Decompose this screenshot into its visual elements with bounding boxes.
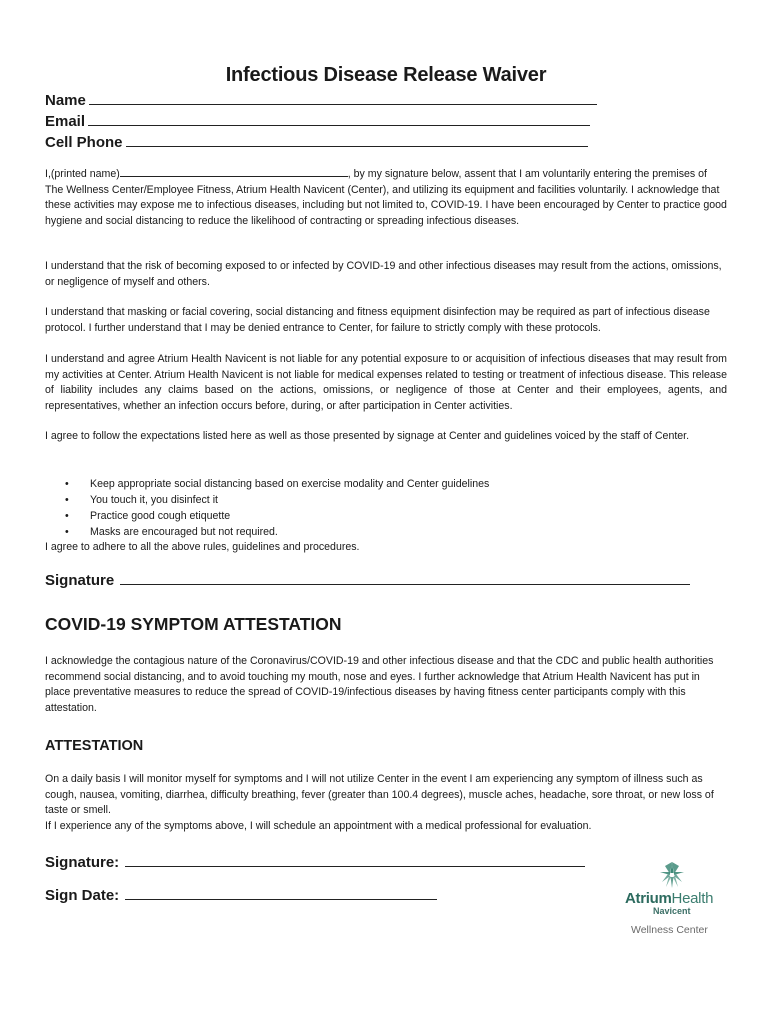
waiver-paragraph-2: I understand that the risk of becoming exposed to or infected by COVID-19 and other infectious diseases may result from the actions, omissions, or negligence of myself and others. bbox=[45, 260, 722, 288]
attestation-signature-line[interactable] bbox=[125, 852, 585, 867]
waiver-signature-line[interactable] bbox=[120, 570, 690, 585]
waiver-paragraph-1 bbox=[45, 166, 727, 229]
printed-name-line[interactable] bbox=[120, 166, 348, 177]
waiver-paragraph-1-text: , by my signature below, assent that I am voluntarily entering the premises of The Wellness Center/Employee Fitness, Atrium Health Navicent (Center), and utilizing its equipment and facilities voluntarily. I acknowledge that these activities may expose me to infectious diseases, including but not limited to, COVID-19. I have been encouraged by Center to practice good hygiene and social distancing to reduce the likelihood of contracting or spreading infectious diseases. bbox=[45, 168, 727, 227]
list-item: • You touch it, you disinfect it bbox=[65, 494, 218, 506]
attestation-signature-label: Signature: bbox=[45, 854, 120, 871]
attestation-paragraph-3: If I experience any of the symptoms above, I will schedule an appointment with a medical professional for evaluation. bbox=[45, 820, 592, 832]
name-label: Name bbox=[45, 92, 86, 109]
leaf-emblem-icon bbox=[657, 860, 687, 890]
attestation-paragraph-2: On a daily basis I will monitor myself for symptoms and I will not utilize Center in the event I am experiencing any symptom of illness such as cough, nausea, vomiting, diarrhea, difficulty breathing, fever (greater than 100.4 degrees), muscle aches, headache, sore throat, or new loss of taste or smell. bbox=[45, 773, 714, 817]
name-field[interactable] bbox=[45, 90, 597, 109]
email-field[interactable] bbox=[45, 111, 590, 130]
logo-subtitle: Navicent bbox=[653, 906, 691, 916]
document-title: Infectious Disease Release Waiver bbox=[225, 64, 547, 86]
name-line[interactable] bbox=[89, 90, 597, 105]
waiver-signature-label: Signature bbox=[45, 572, 115, 589]
cell-phone-field[interactable] bbox=[45, 132, 588, 151]
attestation-signature-field[interactable] bbox=[45, 852, 585, 871]
rules-list bbox=[45, 476, 489, 540]
waiver-paragraph-6: I agree to adhere to all the above rules, guidelines and procedures. bbox=[45, 541, 360, 553]
email-line[interactable] bbox=[88, 111, 590, 126]
bullet-icon: • bbox=[65, 478, 69, 490]
cell-phone-line[interactable] bbox=[126, 132, 588, 147]
sign-date-label: Sign Date: bbox=[45, 887, 120, 904]
logo-unit-name: Wellness Center bbox=[631, 924, 708, 936]
waiver-signature-field[interactable] bbox=[45, 570, 690, 589]
email-label: Email bbox=[45, 113, 86, 130]
bullet-icon: • bbox=[65, 494, 69, 506]
list-item: • Keep appropriate social distancing based on exercise modality and Center guidelines bbox=[65, 478, 490, 490]
attestation-subheading: ATTESTATION bbox=[45, 738, 144, 754]
printed-name-label: I,(printed name) bbox=[45, 168, 120, 180]
bullet-icon: • bbox=[65, 510, 69, 522]
cell-phone-label: Cell Phone bbox=[45, 134, 123, 151]
attestation-paragraph-1: I acknowledge the contagious nature of the Coronavirus/COVID-19 and other infectious disease and that the CDC and public health authorities recommend social distancing, and to avoid touching my mouth, nose and eyes. I further acknowledge that Atrium Health Navicent has put in place preventative measures to reduce the spread of COVID-19/infectious diseases by having fitness center participants comply with this attestation. bbox=[45, 655, 714, 714]
sign-date-line[interactable] bbox=[125, 885, 437, 900]
bullet-icon: • bbox=[65, 526, 69, 538]
list-item: • Practice good cough etiquette bbox=[65, 510, 231, 522]
sign-date-field[interactable] bbox=[45, 885, 437, 904]
attestation-heading: COVID-19 SYMPTOM ATTESTATION bbox=[45, 614, 342, 634]
waiver-paragraph-3: I understand that masking or facial covering, social distancing and fitness equipment disinfection may be required as part of infectious disease protocol. I further understand that I may be denied entrance to Center, for failure to strictly comply with these protocols. bbox=[45, 306, 710, 334]
waiver-paragraph-5: I agree to follow the expectations listed here as well as those presented by signage at Center and guidelines voiced by the staff of Center. bbox=[45, 430, 690, 442]
list-item: • Masks are encouraged but not required. bbox=[65, 526, 278, 538]
waiver-paragraph-4: I understand and agree Atrium Health Navicent is not liable for any potential exposure to or acquisition of infectious diseases that may result from my activities at Center. Atrium Health Navicent is not liable for medical expenses related to testing or treatment of infectious disease. This release of liability includes any claims based on the actions, omissions, or negligence of those at Center and their employees, agents, and representatives, whether an infection occurs before, during, or after participation in Center activities. bbox=[45, 353, 727, 412]
logo-brand: AtriumHealth bbox=[625, 890, 714, 907]
